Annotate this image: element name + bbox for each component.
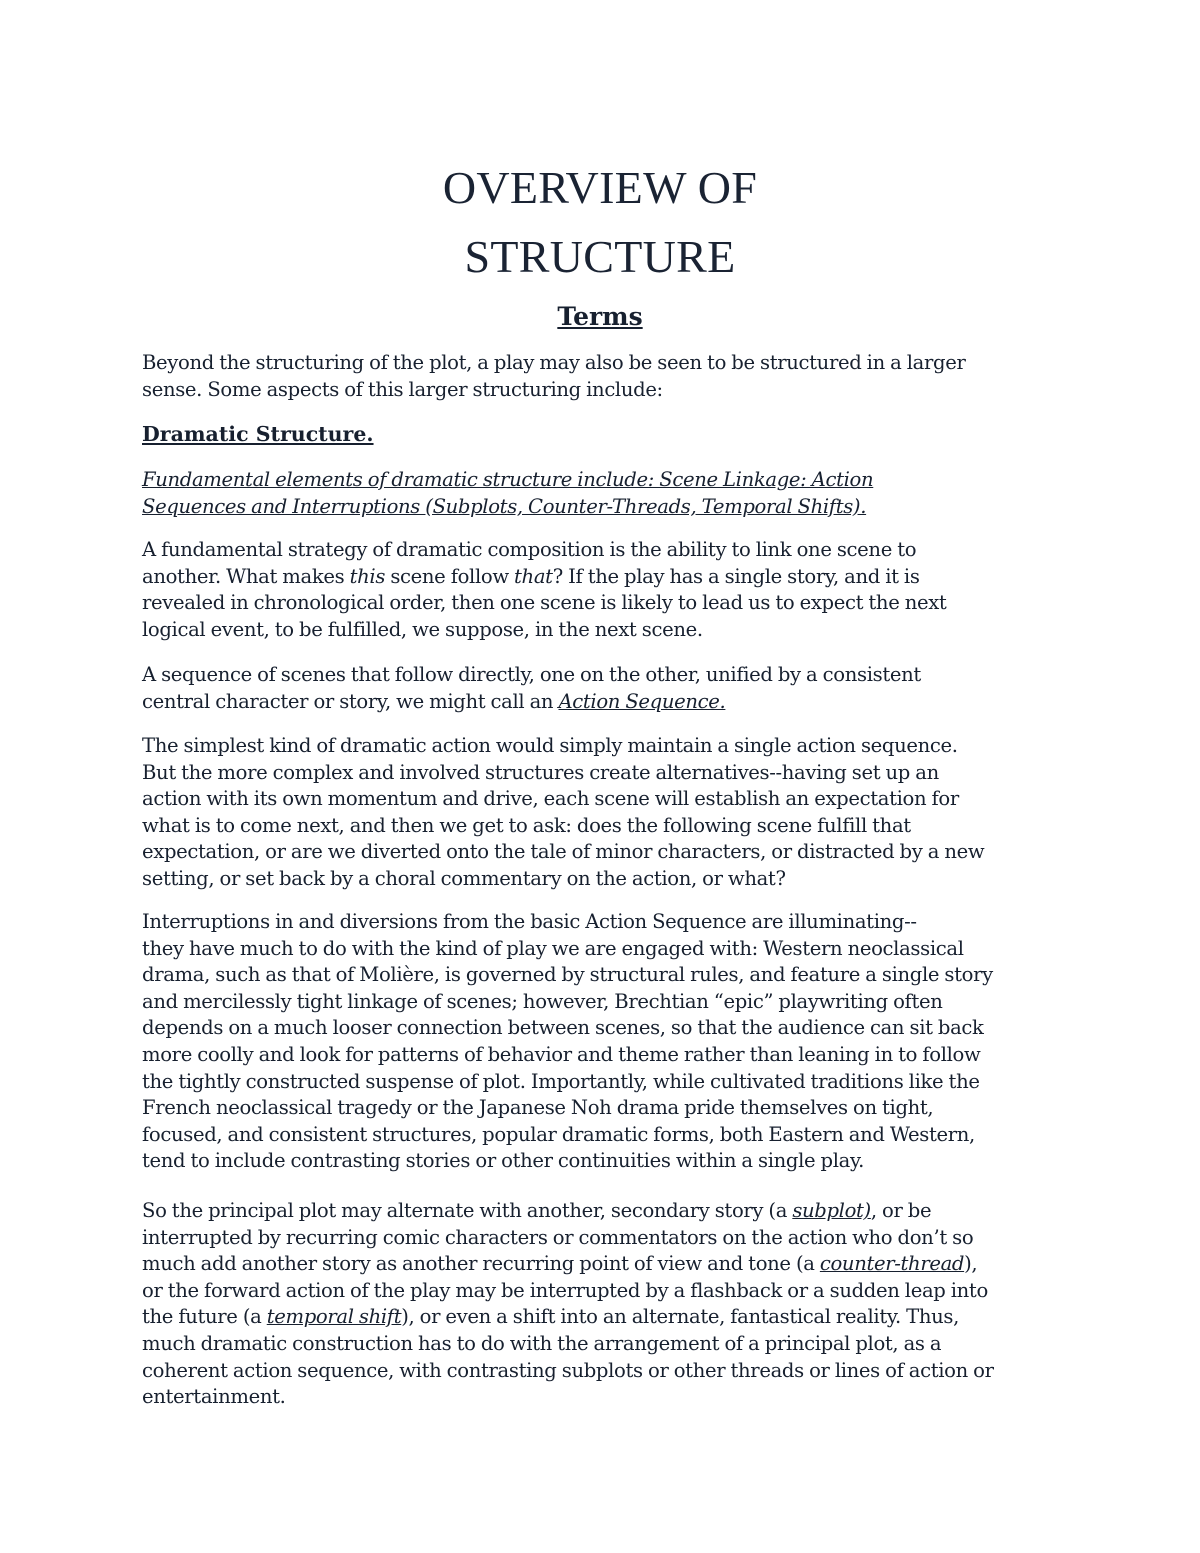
text-run: ), or even a shift into an alternate, fantastical reality. Thus, [401,1305,959,1329]
page-title-line-1: OVERVIEW OF [442,162,758,213]
text-line: focused, and consistent structures, popular dramatic forms, both Eastern and Western, [142,1122,975,1146]
paragraph-interruptions [142,909,1072,1175]
text-run: the future (a [142,1305,267,1329]
text-line: revealed in chronological order, then one scene is likely to lead us to expect the next [142,591,947,615]
emphasis-this: this [349,564,386,588]
paragraph-principal-plot [142,1198,1072,1411]
paragraph-intro [142,350,1072,403]
text-line: the tightly constructed suspense of plot. Importantly, while cultivated traditions like the [142,1069,980,1093]
text-line: Fundamental elements of dramatic structure include: Scene Linkage: Action [142,468,874,491]
paragraph-scene-linkage [142,537,1072,643]
text-line: entertainment. [142,1385,286,1409]
text-line: tend to include contrasting stories or other continuities within a single play. [142,1149,864,1173]
section-heading-dramatic-structure: Dramatic Structure. [142,422,374,446]
paragraph-simplest-action [142,733,1072,893]
text-run: , or be [870,1199,932,1222]
text-line: drama, such as that of Molière, is governed by structural rules, and feature a single story [142,963,993,987]
emphasis-that: that [514,564,553,588]
page-title-line-2: STRUCTURE [464,231,736,282]
term-action-sequence: Action Sequence. [558,689,726,713]
text-line: action with its own momentum and drive, each scene will establish an expectation for [142,787,959,811]
text-line: much dramatic construction has to do with the arrangement of a principal plot, as a [142,1331,942,1355]
text-line: logical event, to be fulfilled, we suppose, in the next scene. [142,617,703,641]
text-line: Interruptions in and diversions from the basic Action Sequence are illuminating-- [142,910,917,933]
text-line: Sequences and Interruptions (Subplots, Counter-Threads, Temporal Shifts). [142,494,867,518]
text-line: sense. Some aspects of this larger structuring include: [142,377,663,401]
text-line: The simplest kind of dramatic action would simply maintain a single action sequence. [142,734,958,757]
text-line: coherent action sequence, with contrasting subplots or other threads or lines of action or [142,1358,994,1382]
text-line: more coolly and look for patterns of behavior and theme rather than leaning in to follow [142,1042,981,1066]
text-line [142,564,1072,591]
section-subtitle-terms: Terms [557,302,643,331]
text-line: Beyond the structuring of the plot, a play may also be seen to be structured in a larger [142,351,966,374]
text-line [142,1304,1072,1331]
term-temporal-shift: temporal shift [266,1305,402,1329]
text-line: French neoclassical tragedy or the Japanese Noh drama pride themselves on tight, [142,1096,934,1120]
paragraph-action-sequence [142,662,1072,715]
text-run: ? If the play has a single story, and it is [552,564,920,588]
text-line: A sequence of scenes that follow directly, one on the other, unified by a consistent [142,663,921,686]
text-run: ), [964,1252,978,1276]
text-run: So the principal plot may alternate with another, secondary story (a [142,1199,793,1222]
text-line: But the more complex and involved structures create alternatives--having set up an [142,760,939,784]
text-run: scene follow [385,564,515,588]
text-line: setting, or set back by a choral commentary on the action, or what? [142,866,786,890]
text-line: they have much to do with the kind of play we are engaged with: Western neoclassical [142,936,964,960]
text-run: much add another story as another recurring point of view and tone (a [142,1252,820,1276]
text-line [142,689,1072,716]
text-line: interrupted by recurring comic characters or commentators on the action who don’t so [142,1225,974,1249]
paragraph-elements-summary [142,467,1072,520]
text-line [142,1198,1072,1225]
text-line: A fundamental strategy of dramatic composition is the ability to link one scene to [142,538,917,561]
text-line: what is to come next, and then we get to ask: does the following scene fulfill that [142,813,911,837]
text-run: central character or story, we might call an [142,689,559,713]
text-line: or the forward action of the play may be interrupted by a flashback or a sudden leap into [142,1278,988,1302]
text-run: another. What makes [142,564,350,588]
text-line: expectation, or are we diverted onto the tale of minor characters, or distracted by a new [142,840,985,864]
term-counter-thread: counter-thread [819,1252,965,1276]
term-subplot: subplot) [792,1199,871,1222]
text-line: depends on a much looser connection between scenes, so that the audience can sit back [142,1016,984,1040]
text-line: and mercilessly tight linkage of scenes; however, Brechtian “epic” playwriting often [142,989,943,1013]
text-line [142,1251,1072,1278]
